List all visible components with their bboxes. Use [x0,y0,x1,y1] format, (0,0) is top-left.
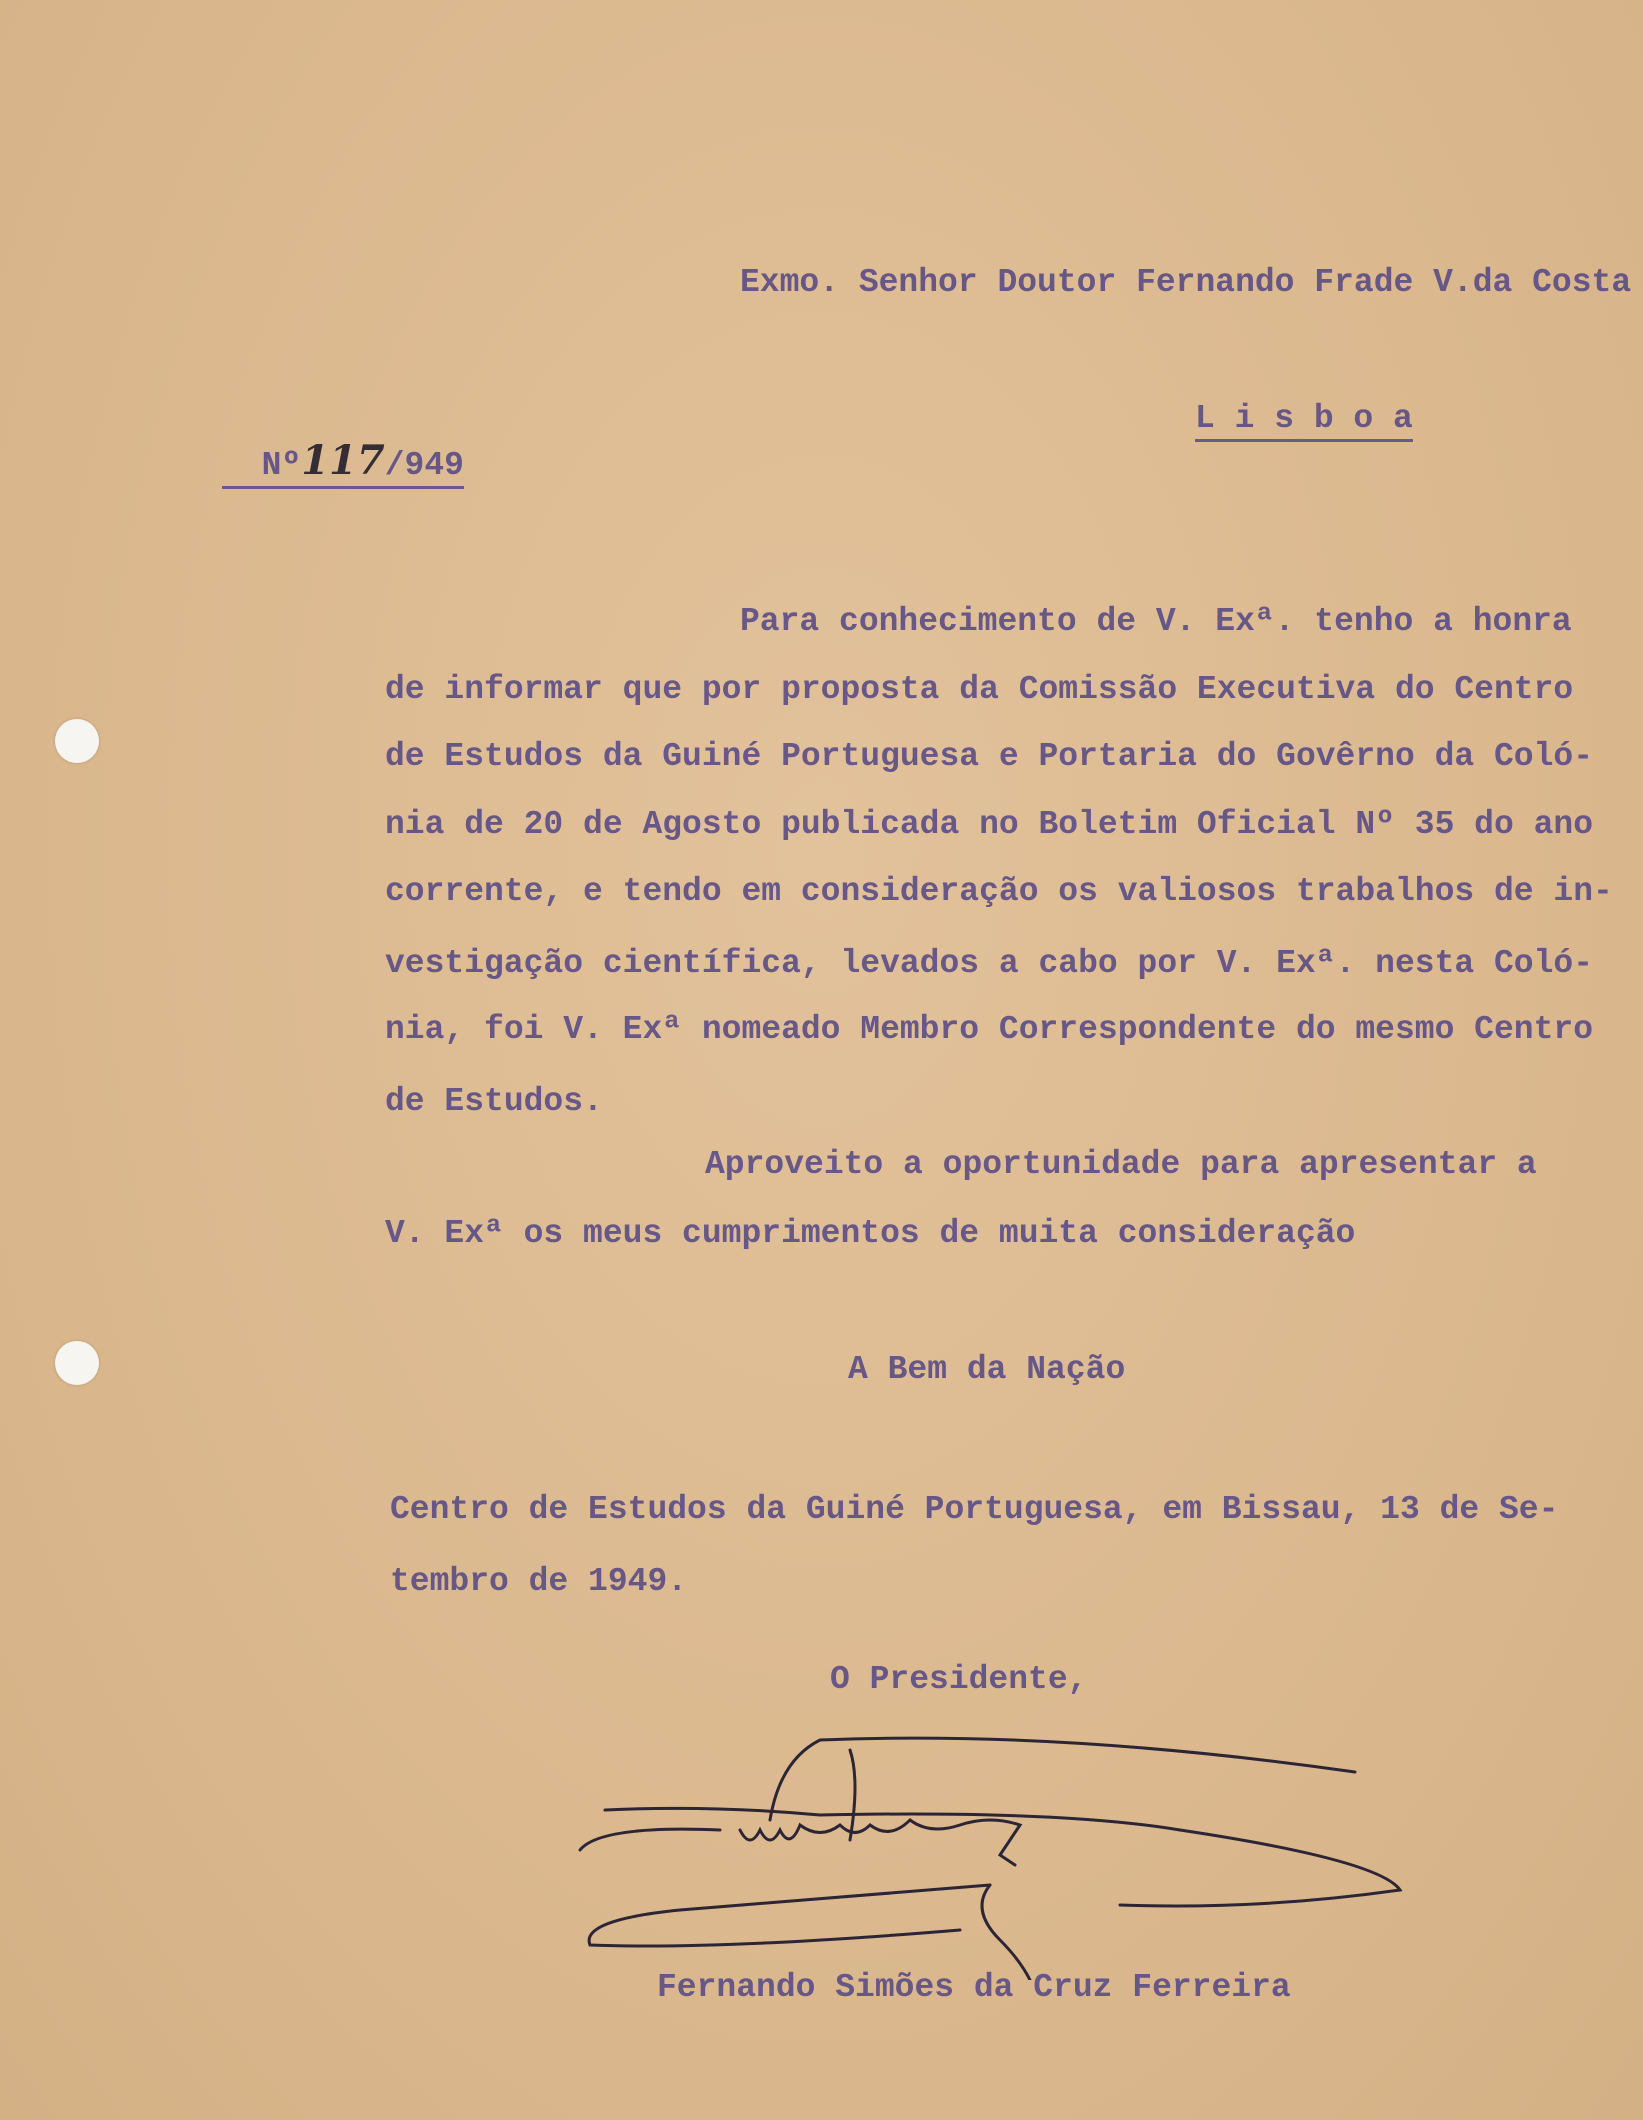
reference-handwritten: 117 [301,437,385,484]
signatory-title: O Presidente, [830,1661,1088,1698]
city: L i s b o a [1195,400,1413,442]
addressee: Exmo. Senhor Doutor Fernando Frade V.da Costa [740,264,1632,301]
salutation: A Bem da Nação [848,1351,1126,1388]
signatory-name: Fernando Simões da Cruz Ferreira [657,1969,1291,2006]
place-date-line: Centro de Estudos da Guiné Portuguesa, em Bissau, 13 de Se- [390,1491,1559,1528]
reference-number [222,400,464,489]
place-date-line: tembro de 1949. [390,1563,688,1600]
body-line: corrente, e tendo em consideração os valiosos trabalhos de in- [385,873,1613,910]
punch-hole-top [55,719,99,763]
signature [560,1720,1420,1980]
closing-line: Aproveito a oportunidade para apresentar a [705,1146,1537,1183]
body-line: de Estudos da Guiné Portuguesa e Portaria do Govêrno da Coló- [385,738,1593,775]
body-line: de informar que por proposta da Comissão Executiva do Centro [385,671,1574,708]
body-line: Para conhecimento de V. Exª. tenho a honra [740,603,1572,640]
reference-suffix: /949 [384,447,464,484]
body-line: nia de 20 de Agosto publicada no Boletim Oficial Nº 35 do ano [385,806,1593,843]
body-line: de Estudos. [385,1083,603,1120]
body-line: nia, foi V. Exª nomeado Membro Correspondente do mesmo Centro [385,1011,1593,1048]
body-line: vestigação científica, levados a cabo por V. Exª. nesta Coló- [385,945,1593,982]
closing-line: V. Exª os meus cumprimentos de muita consideração [385,1215,1356,1252]
reference-prefix: Nº [261,447,302,484]
punch-hole-bottom [55,1341,99,1385]
